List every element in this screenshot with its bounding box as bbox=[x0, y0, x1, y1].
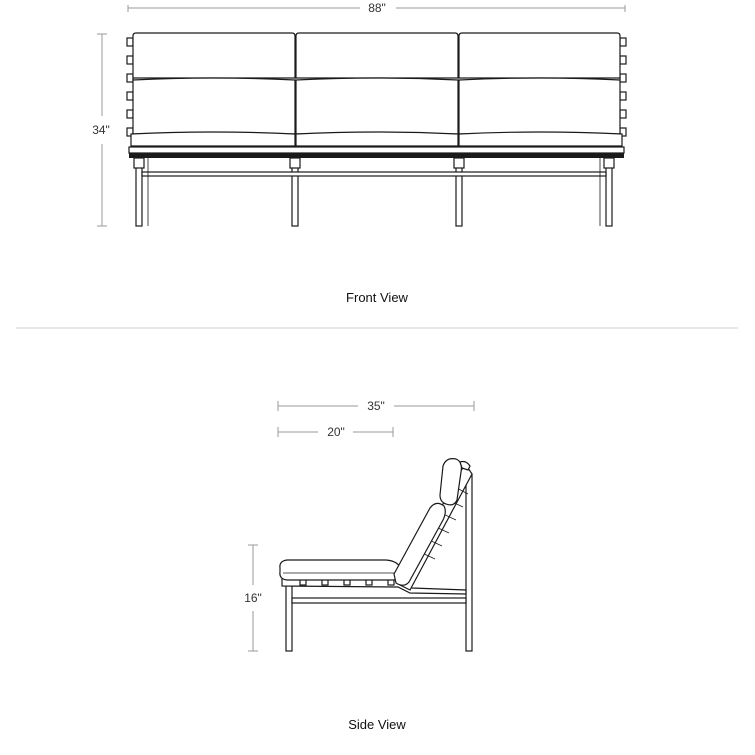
front-width-label: 88" bbox=[368, 1, 386, 15]
front-height-dimension bbox=[92, 34, 110, 226]
sofa-front-drawing bbox=[127, 33, 626, 226]
side-view-caption: Side View bbox=[348, 717, 406, 732]
front-height-label: 34" bbox=[92, 123, 110, 137]
side-seat-height-dimension bbox=[244, 545, 262, 651]
front-view-caption: Front View bbox=[346, 290, 408, 305]
side-seat-height-label: 16" bbox=[244, 591, 262, 605]
side-seat-depth-dimension bbox=[278, 425, 393, 439]
sofa-side-drawing bbox=[280, 459, 472, 651]
side-view bbox=[244, 399, 474, 732]
side-depth-dimension bbox=[278, 399, 474, 413]
side-seat-depth-label: 20" bbox=[327, 425, 345, 439]
side-depth-label: 35" bbox=[367, 399, 385, 413]
front-view bbox=[92, 1, 626, 305]
front-width-dimension bbox=[128, 1, 625, 15]
